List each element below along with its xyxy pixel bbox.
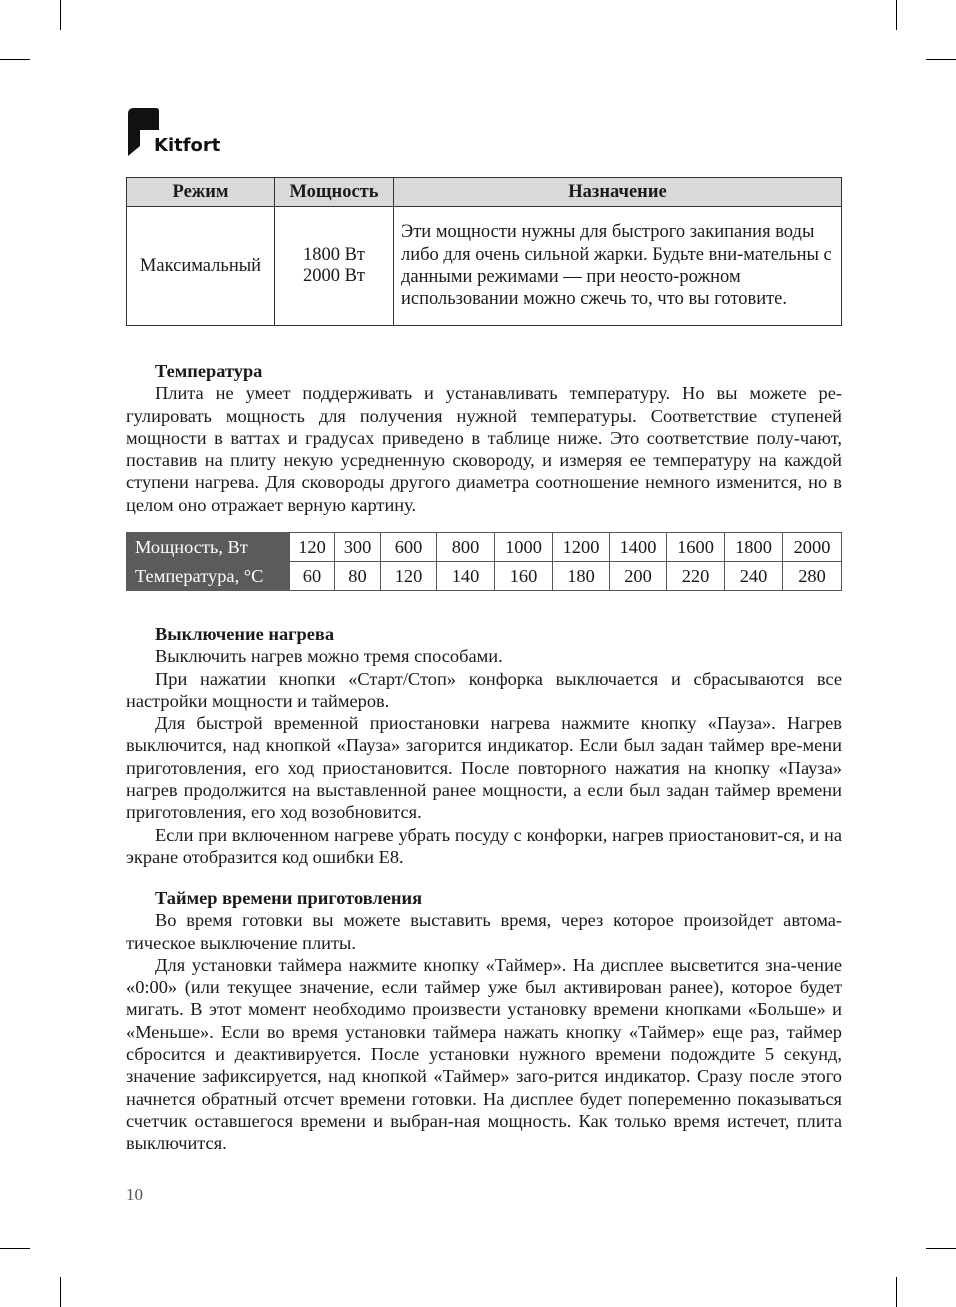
- section-title: Таймер времени приготовления: [155, 888, 423, 908]
- paragraph: Для быстрой временной приостановки нагрева нажмите кнопку «Пауза». Нагрев выключится, над кнопкой «Пауза» загорится индикатор. Если был задан таймер вре-мени приготовления, его ход приостановится. После повторного нажатия на кнопку «Пауза» нагрев продолжится на выставленной ранее мощности, а если был задан таймер времени приготовления, его ход возобновится.: [126, 713, 842, 823]
- power-cell: 120: [290, 533, 335, 562]
- temperature-row: [127, 562, 842, 591]
- power-cell: 800: [437, 533, 495, 562]
- paragraph: Если при включенном нагреве убрать посуду с конфорки, нагрев приостановит-ся, и на экране отобразится код ошибки Е8.: [126, 824, 842, 867]
- power-temperature-table: [126, 532, 842, 591]
- kitfort-logo: [126, 108, 236, 158]
- temperature-cell: 80: [335, 562, 381, 591]
- crop-mark: [0, 59, 30, 60]
- power-value: 2000 Вт: [302, 266, 366, 286]
- brand-name: Kitfort: [154, 135, 221, 156]
- crop-mark: [60, 1277, 61, 1307]
- mode-cell: Максимальный: [127, 207, 275, 326]
- temperature-cell: 160: [495, 562, 553, 591]
- power-cell: 300: [335, 533, 381, 562]
- paragraph: Плита не умеет поддерживать и устанавливать температуру. Но вы можете ре-гулировать мощность для получения нужной температуры. Соответствие ступеней мощности в ваттах и градусах приведено в таблице ниже. Это соответствие полу-чают, поставив на плиту некую усредненную сковороду, и измеряя ее температуру на каждой ступени нагрева. Для сковороды другого диаметра соотношение немного изменится, но в целом оно отражает верную картину.: [126, 383, 842, 515]
- power-cell: 1600: [667, 533, 725, 562]
- power-cell: 1400: [610, 533, 667, 562]
- table-row: [127, 207, 842, 326]
- crop-mark: [896, 0, 897, 30]
- column-header: Мощность: [275, 178, 394, 207]
- page-number: 10: [126, 1185, 143, 1204]
- paragraph: Для установки таймера нажмите кнопку «Таймер». На дисплее высветится зна-чение «0:00» (или текущее значение, если таймер уже был активирован ранее), которое будет мигать. В этот момент необходимо произвести установку времени кнопками «Больше» и «Меньше». Если во время установки таймера нажать кнопку «Таймер» еще раз, таймер сбросится и деактивируется. После установки нужного времени подождите 5 секунд, значение зафиксируется, над кнопкой «Таймер» заго-рится индикатор. Сразу после этого начнется обратный отсчет времени готовки. На дисплее будет попеременно показываться счетчик оставшегося времени и выбран-ная мощность. Как только время истечет, плита выключится.: [126, 954, 842, 1154]
- column-header: Режим: [127, 178, 275, 207]
- power-cell: 1800: [725, 533, 783, 562]
- table-header-row: [127, 178, 842, 207]
- temperature-cell: 180: [553, 562, 610, 591]
- timer-section: [126, 887, 842, 1155]
- power-cell: 2000: [783, 533, 842, 562]
- temperature-cell: 220: [667, 562, 725, 591]
- temperature-cell: 60: [290, 562, 335, 591]
- crop-mark: [926, 59, 956, 60]
- crop-mark: [926, 1248, 956, 1249]
- crop-mark: [60, 0, 61, 30]
- column-header: Назначение: [394, 178, 842, 207]
- paragraph: Выключить нагрев можно тремя способами.: [155, 646, 503, 667]
- description-cell: Эти мощности нужны для быстрого закипания воды либо для очень сильной жарки. Будьте вни-мательны с данными режимами — при неосто-рожном использовании можно сжечь то, что вы готовите.: [394, 207, 842, 326]
- temperature-cell: 280: [783, 562, 842, 591]
- crop-mark: [0, 1248, 30, 1249]
- section-title: Температура: [155, 361, 263, 381]
- temperature-cell: 240: [725, 562, 783, 591]
- modes-table: [126, 177, 842, 326]
- row-header: Температура, °С: [127, 562, 290, 591]
- paragraph: Во время готовки вы можете выставить время, через которое произойдет автома-тическое выключение плиты.: [126, 910, 842, 953]
- temperature-section: [126, 360, 842, 516]
- power-row: [127, 533, 842, 562]
- temperature-cell: 200: [610, 562, 667, 591]
- heating-off-section: [126, 623, 842, 868]
- power-cell: 1200: [553, 533, 610, 562]
- row-header: Мощность, Вт: [127, 533, 290, 562]
- power-value: 1800 Вт: [302, 245, 366, 265]
- crop-mark: [896, 1277, 897, 1307]
- temperature-cell: 120: [381, 562, 437, 591]
- power-cell: [275, 207, 394, 326]
- power-cell: 1000: [495, 533, 553, 562]
- temperature-cell: 140: [437, 562, 495, 591]
- section-title: Выключение нагрева: [155, 624, 335, 644]
- power-cell: 600: [381, 533, 437, 562]
- paragraph: При нажатии кнопки «Старт/Стоп» конфорка выключается и сбрасываются все настройки мощности и таймеров.: [126, 668, 842, 711]
